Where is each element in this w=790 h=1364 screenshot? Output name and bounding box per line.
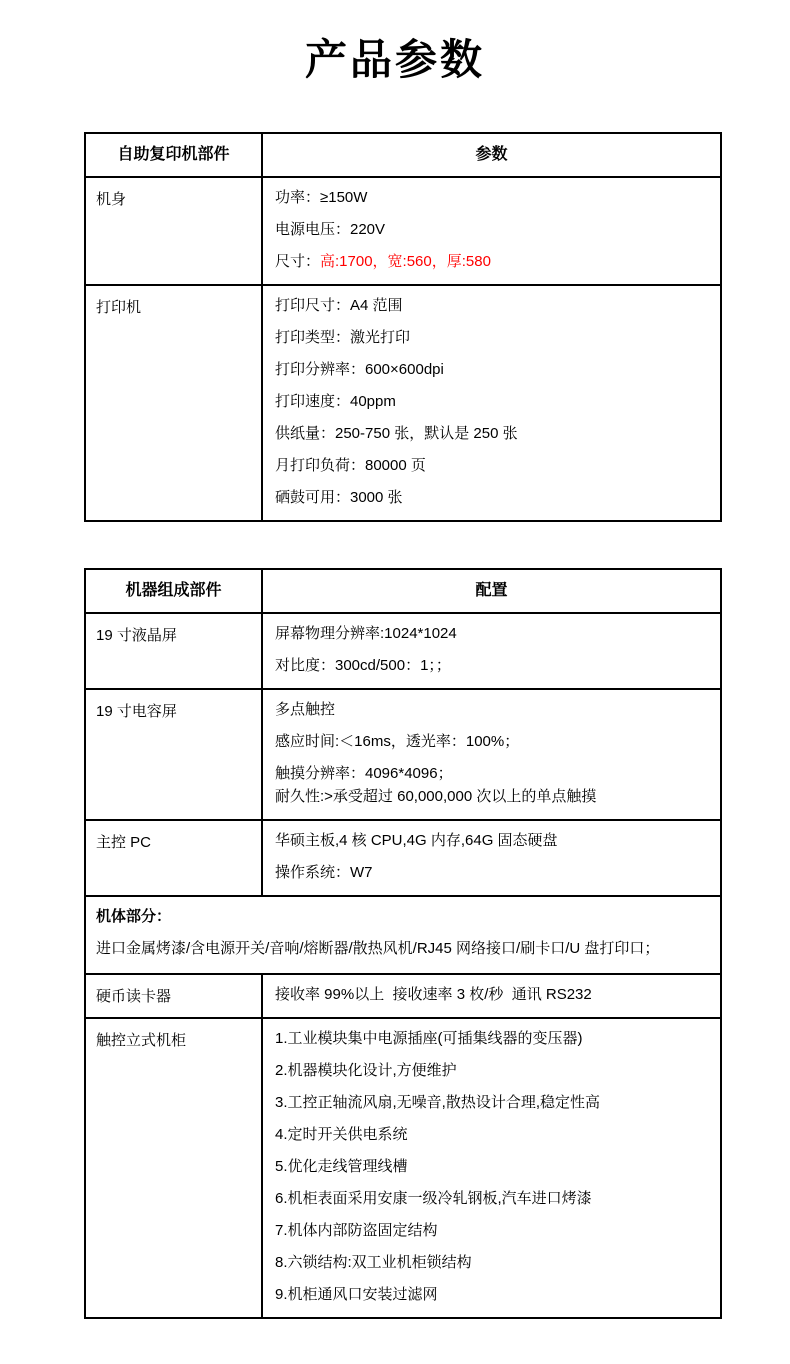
product-spec-page [0,34,790,1364]
cabinet-feature-5: 5.优化走线管理线槽 [275,1158,408,1175]
dimension-red-value: 高:1700，宽:560，厚:580 [320,253,491,270]
body-section-text: 进口金属烤漆/含电源开关/音响/熔断器/散热风机/RJ45 网络接口/刷卡口/U 盘打印口； [96,940,660,957]
spec-line-coin-reader: 接收率 99%以上 接收速率 3 枚/秒 通讯 RS232 [275,986,592,1003]
spec-line-durability: 耐久性:>承受超过 60,000,000 次以上的单点触摸 [275,788,597,805]
table-row-printer [85,285,721,521]
cabinet-feature-7: 7.机体内部防盗固定结构 [275,1222,438,1239]
dimension-prefix: 尺寸： [275,253,321,270]
row-values-coin-reader [262,974,721,1018]
cabinet-feature-1: 1.工业模块集中电源插座(可插集线器的变压器) [275,1030,583,1047]
spec-line-contrast: 对比度：300cd/500：1；； [275,657,451,674]
cabinet-feature-3: 3.工控正轴流风扇,无噪音,散热设计合理,稳定性高 [275,1094,601,1111]
spec-line-paper-supply: 供纸量：250-750 张，默认是 250 张 [275,425,518,442]
row-label-lcd: 19 寸液晶屏 [85,613,262,689]
row-values-printer [262,285,721,521]
row-label-body: 机身 [85,177,262,285]
components-table-header-row [85,569,721,613]
row-values-cabinet [262,1018,721,1318]
row-label-touchscreen: 19 寸电容屏 [85,689,262,820]
copier-table-param-header: 参数 [262,133,721,177]
spec-line-screen-resolution: 屏幕物理分辨率:1024*1024 [275,625,457,642]
copier-parts-table [84,132,722,522]
components-config-header: 配置 [262,569,721,613]
page-title: 产品参数 [304,36,485,83]
spec-line-dimensions [275,252,710,271]
components-part-header: 机器组成部件 [85,569,262,613]
row-label-coin-reader: 硬币读卡器 [85,974,262,1018]
spec-line-multitouch: 多点触控 [275,701,336,718]
table-row-cabinet [85,1018,721,1318]
spec-line-motherboard: 华硕主板,4 核 CPU,4G 内存,64G 固态硬盘 [275,832,558,849]
row-values-pc [262,820,721,896]
cabinet-feature-9: 9.机柜通风口安装过滤网 [275,1286,438,1303]
row-values-touchscreen [262,689,721,820]
spec-line-voltage: 电源电压：220V [275,221,386,238]
cabinet-feature-2: 2.机器模块化设计,方便维护 [275,1062,457,1079]
row-values-body [262,177,721,285]
row-label-pc: 主控 PC [85,820,262,896]
spec-line-print-size: 打印尺寸：A4 范围 [275,297,403,314]
spec-line-print-resolution: 打印分辨率：600×600dpi [275,361,444,378]
table-row-body-section [85,896,721,974]
body-section-title: 机体部分： [96,908,172,925]
cabinet-feature-4: 4.定时开关供电系统 [275,1126,408,1143]
spec-line-toner: 硒鼓可用：3000 张 [275,489,403,506]
spec-line-response-time: 感应时间:＜16ms，透光率：100%； [275,733,520,750]
body-section-cell [85,896,721,974]
row-label-cabinet: 触控立式机柜 [85,1018,262,1318]
cabinet-feature-6: 6.机柜表面采用安康一级冷轧钢板,汽车进口烤漆 [275,1190,592,1207]
table-row-touchscreen [85,689,721,820]
table-row-coin-reader [85,974,721,1018]
row-values-lcd [262,613,721,689]
copier-table-part-header: 自助复印机部件 [85,133,262,177]
spec-line-power: 功率：≥150W [275,189,368,206]
components-table [84,568,722,1319]
row-label-printer: 打印机 [85,285,262,521]
spec-line-touch-resolution: 触摸分辨率：4096*4096； [275,765,453,782]
table-row-body [85,177,721,285]
spec-line-monthly-load: 月打印负荷：80000 页 [275,457,426,474]
spec-line-print-speed: 打印速度：40ppm [275,393,396,410]
table-row-pc [85,820,721,896]
spec-line-os: 操作系统：W7 [275,864,373,881]
table-row-lcd [85,613,721,689]
copier-table-header-row [85,133,721,177]
cabinet-feature-8: 8.六锁结构:双工业机柜锁结构 [275,1254,472,1271]
spec-line-print-type: 打印类型：激光打印 [275,329,411,346]
